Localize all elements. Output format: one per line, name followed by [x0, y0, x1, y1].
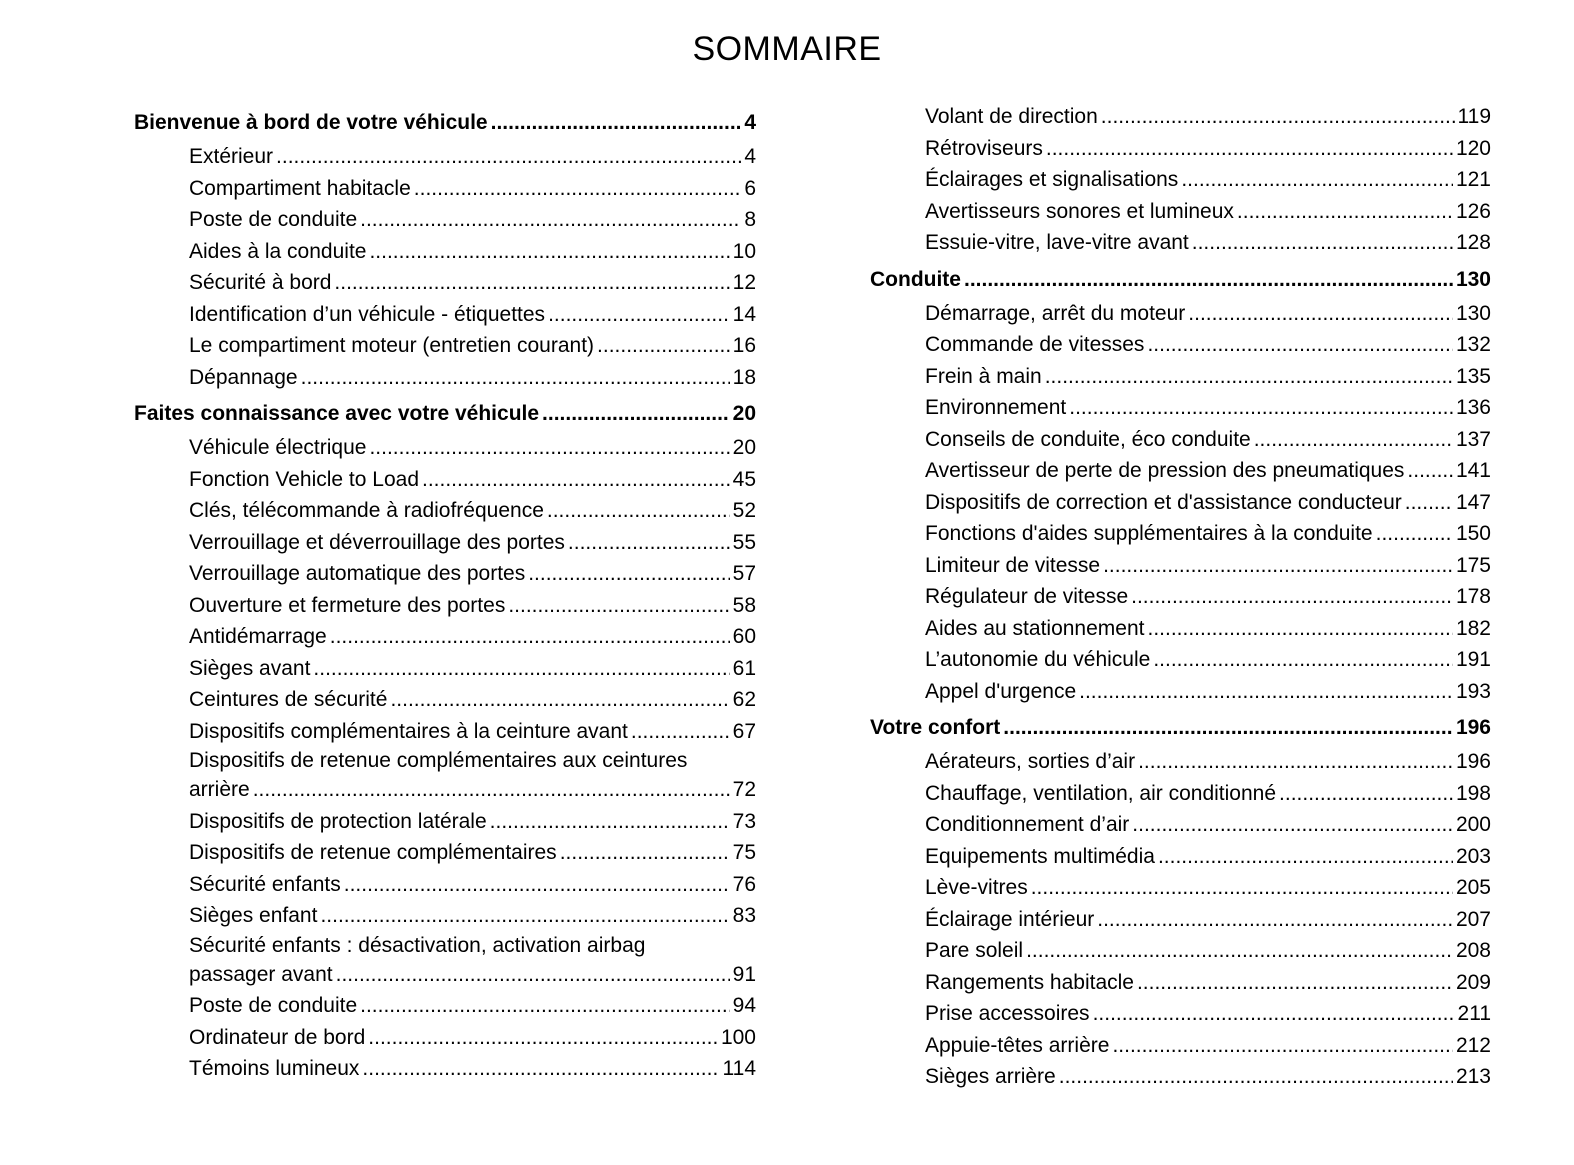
page-number: 12: [732, 271, 756, 294]
toc-entry-title: Clés, télécommande à radiofréquence: [189, 499, 544, 522]
page-number: 135: [1455, 364, 1491, 388]
page-number: 4: [744, 111, 756, 134]
page-number: 132: [1455, 333, 1491, 356]
page-number: 18: [732, 365, 756, 389]
toc-entry-row[interactable]: [134, 869, 756, 901]
dot-leader: [1237, 196, 1453, 228]
page-number: 6: [744, 176, 756, 200]
toc-entry-row[interactable]: [870, 424, 1491, 456]
dot-leader: [1153, 644, 1453, 676]
page-number: 119: [1457, 105, 1491, 128]
page-number: 10: [732, 239, 756, 263]
toc-entry-row[interactable]: [134, 236, 756, 268]
page-number: 57: [732, 562, 756, 585]
toc-entry-row[interactable]: [870, 392, 1491, 424]
dot-leader: [1101, 101, 1455, 133]
page-number: 114: [722, 1057, 756, 1080]
page-number: 212: [1455, 1033, 1491, 1057]
toc-entry-title: Dispositifs de retenue complémentaires: [189, 841, 557, 864]
page-number: 61: [732, 656, 756, 680]
toc-entry-title: Ouverture et fermeture des portes: [189, 593, 506, 617]
toc-entry-row[interactable]: [134, 362, 756, 394]
page-number: 211: [1457, 1002, 1491, 1025]
toc-entry-title: arrière: [189, 778, 250, 801]
dot-leader: [568, 527, 730, 559]
toc-entry-title: Aides au stationnement: [925, 616, 1145, 640]
dot-leader: [414, 173, 742, 205]
toc-entry-row[interactable]: [870, 487, 1491, 519]
page-number: 83: [732, 904, 756, 927]
dot-leader: [320, 900, 729, 932]
dot-leader: [1279, 778, 1453, 810]
toc-entry-title: Aérateurs, sorties d’air: [925, 750, 1136, 773]
toc-entry-row[interactable]: [134, 653, 756, 685]
dot-leader: [1147, 329, 1453, 361]
page-number: 14: [732, 302, 756, 326]
page-number: 137: [1455, 427, 1491, 451]
toc-entry-row[interactable]: [870, 101, 1491, 133]
toc-entry-row[interactable]: [870, 644, 1491, 676]
dot-leader: [1069, 392, 1453, 424]
toc-entry-row[interactable]: [870, 809, 1491, 841]
toc-entry-row[interactable]: [134, 1053, 756, 1085]
page-number: 213: [1455, 1065, 1491, 1088]
toc-entry-title: Identification d’un véhicule - étiquettes: [189, 302, 546, 326]
toc-entry-title: Avertisseur de perte de pression des pneumatiques: [925, 459, 1405, 482]
page-number: 207: [1455, 907, 1491, 931]
dot-leader: [369, 236, 729, 268]
toc-entry-title: Sécurité enfants: [189, 872, 341, 896]
page-number: 55: [732, 530, 756, 554]
toc-section-title: Votre confort: [870, 716, 1001, 739]
toc-entry-row[interactable]: [870, 227, 1491, 259]
page-number: 75: [732, 841, 756, 864]
toc-entry-title: Compartiment habitacle: [189, 176, 411, 200]
toc-entry-row[interactable]: [134, 204, 756, 236]
page-number: 58: [732, 593, 756, 617]
toc-entry-title: Commande de vitesses: [925, 333, 1145, 356]
toc-entry-title: Appel d'urgence: [925, 679, 1077, 703]
toc-entry-row[interactable]: [134, 558, 756, 590]
dot-leader: [1079, 676, 1453, 708]
toc-entry-row[interactable]: [870, 329, 1491, 361]
toc-entry-row[interactable]: [134, 621, 756, 653]
toc-entry-title: Ordinateur de bord: [189, 1025, 366, 1049]
toc-entry-row[interactable]: [870, 613, 1491, 645]
toc-entry-row[interactable]: [189, 959, 756, 991]
toc-entry-row[interactable]: [870, 1030, 1491, 1062]
dot-leader: [508, 590, 729, 622]
toc-right-column: [870, 101, 1491, 1093]
page-number: 196: [1455, 750, 1491, 773]
toc-entry-title: Démarrage, arrêt du moteur: [925, 301, 1186, 325]
dot-leader: [542, 396, 730, 432]
page-number: 200: [1455, 813, 1491, 836]
toc-entry-title: Dispositifs complémentaires à la ceinture avant: [189, 719, 628, 743]
toc-entry-row[interactable]: [134, 299, 756, 331]
toc-section-row[interactable]: [870, 262, 1491, 298]
toc-entry-title: Poste de conduite: [189, 994, 358, 1017]
toc-section-row[interactable]: [870, 710, 1491, 746]
dot-leader: [597, 330, 730, 362]
toc-entry-title: Sièges enfant: [189, 904, 318, 927]
page-number: 178: [1455, 585, 1491, 608]
toc-entry-title: Essuie-vitre, lave-vitre avant: [925, 231, 1189, 254]
toc-entry-title: L’autonomie du véhicule: [925, 648, 1151, 671]
dot-leader: [1132, 809, 1453, 841]
toc-entry-row[interactable]: [870, 872, 1491, 904]
page-number: 62: [732, 688, 756, 711]
page-number: 67: [732, 719, 756, 743]
page-number: 128: [1455, 231, 1491, 254]
toc-entry-row[interactable]: [870, 904, 1491, 936]
dot-leader: [491, 105, 742, 141]
toc-entry-row[interactable]: [134, 590, 756, 622]
toc-entry-row[interactable]: [134, 1022, 756, 1054]
toc-entry-title: Extérieur: [189, 145, 274, 168]
toc-entry-title: Limiteur de vitesse: [925, 553, 1101, 577]
toc-entry-title: Chauffage, ventilation, air conditionné: [925, 781, 1277, 805]
toc-entry-title: Verrouillage et déverrouillage des portes: [189, 530, 565, 554]
dot-leader: [1254, 424, 1453, 456]
page-number: 45: [732, 467, 756, 491]
toc-entry-row[interactable]: [134, 173, 756, 205]
toc-entry-title: Poste de conduite: [189, 208, 358, 231]
dot-leader: [964, 262, 1453, 298]
toc-entry-title: Aides à la conduite: [189, 239, 367, 263]
dot-leader: [1181, 164, 1453, 196]
dot-leader: [330, 621, 730, 653]
toc-entry-row[interactable]: [134, 527, 756, 559]
toc-left-column: [134, 105, 756, 1085]
dot-leader: [1137, 967, 1453, 999]
toc-entry-title: Véhicule électrique: [189, 436, 367, 459]
toc-entry-title: Éclairage intérieur: [925, 907, 1095, 931]
page-title: SOMMAIRE: [692, 30, 882, 68]
toc-entry-row[interactable]: [134, 141, 756, 173]
page-number: 130: [1455, 267, 1491, 291]
toc-entry-title: Frein à main: [925, 364, 1042, 388]
page-number: 191: [1455, 648, 1491, 671]
toc-entry-title: Lève-vitres: [925, 876, 1028, 899]
toc-entry-title: Antidémarrage: [189, 625, 327, 648]
dot-leader: [1003, 710, 1453, 746]
dot-leader: [369, 432, 729, 464]
toc-entry-row[interactable]: [870, 967, 1491, 999]
page-number: 20: [732, 402, 756, 425]
page-number: 94: [732, 994, 756, 1017]
dot-leader: [1158, 841, 1453, 873]
page-number: 150: [1455, 522, 1491, 545]
page-number: 175: [1455, 553, 1491, 577]
page-number: 72: [732, 778, 756, 801]
page-number: 4: [744, 145, 756, 168]
toc-entry-title: Ceintures de sécurité: [189, 688, 388, 711]
dot-leader: [1112, 1030, 1453, 1062]
page-number: 73: [732, 809, 756, 833]
toc-entry-title: Fonction Vehicle to Load: [189, 467, 419, 491]
toc-section-row[interactable]: [134, 396, 756, 432]
page-number: 147: [1455, 490, 1491, 514]
toc-entry-row[interactable]: [870, 841, 1491, 873]
toc-entry-title: Régulateur de vitesse: [925, 585, 1129, 608]
toc-entry-title: Volant de direction: [925, 105, 1098, 128]
toc-entry-row[interactable]: [134, 900, 756, 932]
page-number: 209: [1455, 970, 1491, 994]
toc-entry-title-line: Dispositifs de retenue complémentaires aux ceintures: [189, 749, 688, 772]
toc-entry-row[interactable]: [134, 105, 756, 141]
dot-leader: [1147, 613, 1452, 645]
dot-leader: [253, 774, 730, 806]
dot-leader: [368, 1022, 718, 1054]
toc-entry-row[interactable]: [870, 778, 1491, 810]
dot-leader: [548, 299, 730, 331]
dot-leader: [334, 267, 729, 299]
dot-leader: [336, 959, 730, 991]
dot-leader: [490, 806, 730, 838]
toc-entry-row[interactable]: [870, 361, 1491, 393]
dot-leader: [360, 204, 741, 236]
page-number: 205: [1455, 876, 1491, 899]
toc-entry-title: Prise accessoires: [925, 1002, 1090, 1025]
page-number: 52: [732, 499, 756, 522]
toc-entry-row[interactable]: [870, 935, 1491, 967]
dot-leader: [313, 653, 729, 685]
dot-leader: [1045, 361, 1453, 393]
dot-leader: [1131, 581, 1453, 613]
toc-entry-title: Le compartiment moteur (entretien courant): [189, 334, 595, 357]
toc-entry-title: Conseils de conduite, éco conduite: [925, 427, 1251, 451]
toc-entry-title: Equipements multimédia: [925, 844, 1155, 868]
toc-entry-title: Sièges arrière: [925, 1065, 1056, 1088]
toc-entry-title: Éclairages et signalisations: [925, 168, 1179, 191]
toc-entry-row[interactable]: [870, 164, 1491, 196]
toc-entry-row[interactable]: [870, 455, 1491, 487]
toc-entry-title: passager avant: [189, 962, 333, 986]
dot-leader: [1046, 133, 1453, 165]
page-number: 8: [744, 208, 756, 231]
toc-entry-row[interactable]: [870, 196, 1491, 228]
page-number: 136: [1455, 396, 1491, 419]
toc-entry-row[interactable]: [870, 998, 1491, 1030]
dot-leader: [560, 837, 730, 869]
page-number: 16: [732, 334, 756, 357]
toc-entry-title: Environnement: [925, 396, 1067, 419]
toc-section-title: Faites connaissance avec votre véhicule: [134, 402, 540, 425]
toc-section-title: Conduite: [870, 267, 961, 291]
dot-leader: [631, 716, 730, 748]
page-number: 203: [1455, 844, 1491, 868]
toc-entry-title-line: Sécurité enfants : désactivation, activation airbag: [189, 933, 646, 957]
dot-leader: [1031, 872, 1453, 904]
page-number: 198: [1455, 781, 1491, 805]
dot-leader: [1026, 935, 1453, 967]
dot-leader: [360, 990, 730, 1022]
toc-entry-title: Dispositifs de correction et d'assistance conducteur: [925, 490, 1402, 514]
page-number: 20: [732, 436, 756, 459]
page-number: 182: [1455, 616, 1491, 640]
toc-entry-title: Fonctions d'aides supplémentaires à la conduite: [925, 522, 1373, 545]
dot-leader: [1059, 1061, 1453, 1093]
page-number: 130: [1455, 301, 1491, 325]
dot-leader: [362, 1053, 719, 1085]
toc-entry-row[interactable]: [134, 432, 756, 464]
toc-entry-multiline[interactable]: [134, 747, 756, 806]
page-number: 60: [732, 625, 756, 648]
toc-entry-row[interactable]: [134, 330, 756, 362]
toc-entry-row[interactable]: [134, 464, 756, 496]
page-number: 100: [720, 1025, 756, 1049]
page-number: 141: [1455, 459, 1491, 482]
toc-entry-row[interactable]: [870, 133, 1491, 165]
dot-leader: [344, 869, 730, 901]
dot-leader: [1093, 998, 1455, 1030]
toc-entry-row[interactable]: [189, 774, 756, 806]
toc-entry-title: Sécurité à bord: [189, 271, 332, 294]
toc-entry-title: Conditionnement d’air: [925, 813, 1130, 836]
page-number: 91: [732, 962, 756, 986]
toc-entry-title: Rangements habitacle: [925, 970, 1134, 994]
dot-leader: [1407, 455, 1453, 487]
toc-entry-title: Témoins lumineux: [189, 1057, 360, 1080]
toc-entry-row[interactable]: [134, 716, 756, 748]
toc-entry-row[interactable]: [870, 746, 1491, 778]
toc-entry-title: Dépannage: [189, 365, 298, 389]
toc-entry-row[interactable]: [134, 990, 756, 1022]
toc-entry-row[interactable]: [870, 298, 1491, 330]
page-number: 193: [1455, 679, 1491, 703]
toc-entry-title: Avertisseurs sonores et lumineux: [925, 199, 1234, 223]
dot-leader: [301, 362, 730, 394]
page-number: 121: [1455, 168, 1491, 191]
toc-entry-title: Verrouillage automatique des portes: [189, 562, 526, 585]
dot-leader: [1103, 550, 1453, 582]
dot-leader: [1097, 904, 1453, 936]
toc-entry-row[interactable]: [134, 806, 756, 838]
dot-leader: [422, 464, 730, 496]
toc-entry-row[interactable]: [870, 550, 1491, 582]
page-number: 76: [732, 872, 756, 896]
dot-leader: [547, 495, 730, 527]
dot-leader: [1405, 487, 1453, 519]
toc-entry-title: Rétroviseurs: [925, 136, 1043, 160]
toc-entry-row[interactable]: [870, 676, 1491, 708]
toc-entry-row[interactable]: [870, 518, 1491, 550]
dot-leader: [276, 141, 741, 173]
toc-entry-row[interactable]: [134, 837, 756, 869]
toc-entry-multiline[interactable]: [134, 932, 756, 991]
page-number: 208: [1455, 939, 1491, 962]
page-number: 120: [1455, 136, 1491, 160]
toc-entry-row[interactable]: [134, 684, 756, 716]
dot-leader: [1376, 518, 1453, 550]
page-number: 196: [1455, 716, 1491, 739]
dot-leader: [390, 684, 729, 716]
toc-entry-title: Sièges avant: [189, 656, 311, 680]
dot-leader: [1138, 746, 1453, 778]
toc-entry-row[interactable]: [134, 267, 756, 299]
dot-leader: [1188, 298, 1453, 330]
page-number: 126: [1455, 199, 1491, 223]
toc-entry-row[interactable]: [870, 1061, 1491, 1093]
dot-leader: [1192, 227, 1453, 259]
toc-entry-title: Pare soleil: [925, 939, 1024, 962]
toc-entry-title: Appuie-têtes arrière: [925, 1033, 1110, 1057]
dot-leader: [528, 558, 729, 590]
toc-entry-title: Dispositifs de protection latérale: [189, 809, 487, 833]
toc-entry-row[interactable]: [870, 581, 1491, 613]
toc-entry-title: Bienvenue à bord de votre véhicule: [134, 111, 488, 134]
toc-entry-row[interactable]: [134, 495, 756, 527]
